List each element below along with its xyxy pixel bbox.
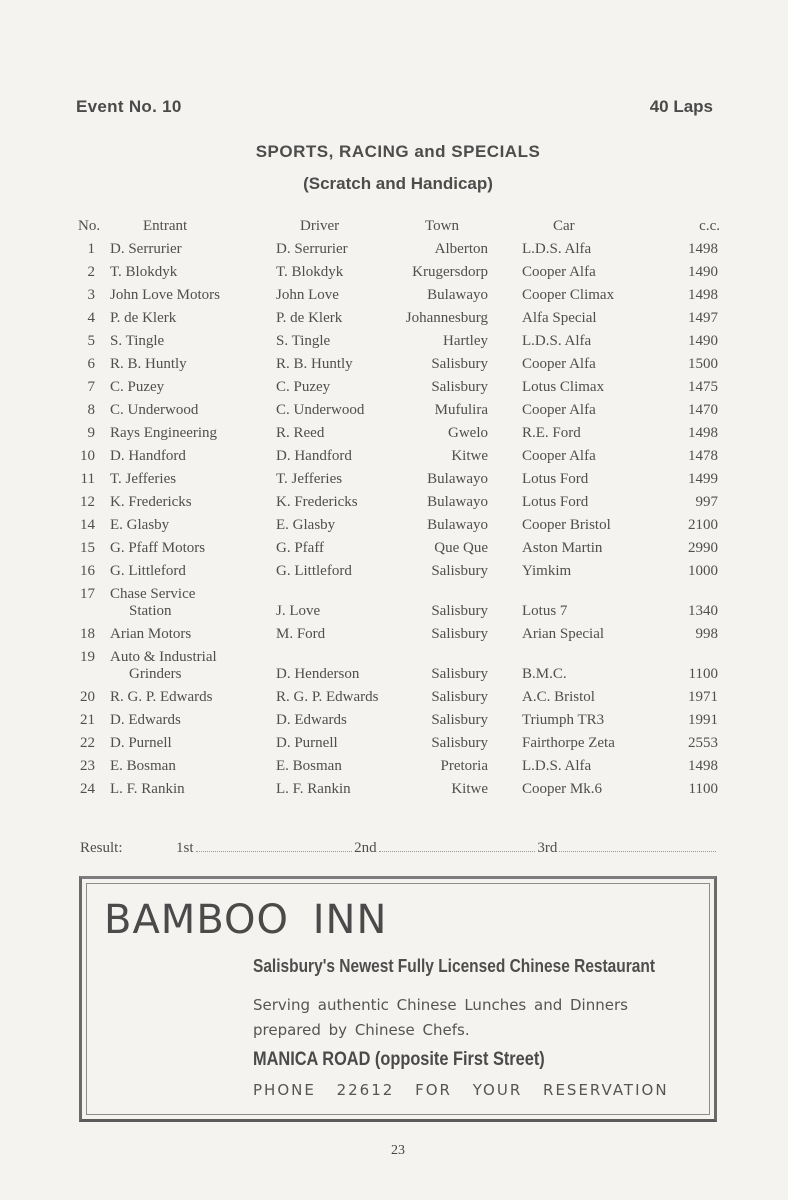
row-entrant: D. Handford: [110, 448, 186, 464]
row-cc: 997: [695, 494, 718, 510]
result-first-field: [196, 850, 353, 852]
row-driver: T. Jefferies: [276, 471, 343, 487]
entry-list-table: [0, 218, 788, 804]
table-row: [0, 494, 788, 517]
row-number: 11: [80, 471, 95, 487]
row-number: 6: [87, 356, 95, 372]
advert-description-line2: prepared by Chinese Chefs.: [253, 1021, 470, 1039]
row-number: 4: [87, 310, 95, 326]
row-cc: 1497: [688, 310, 718, 326]
row-number: 22: [80, 735, 95, 751]
row-number: 17: [80, 586, 95, 602]
row-cc: 1475: [688, 379, 718, 395]
row-entrant: D. Serrurier: [110, 241, 182, 257]
table-header-row: [0, 218, 788, 241]
row-cc: 1000: [688, 563, 718, 579]
row-car: Cooper Mk.6: [522, 781, 602, 797]
row-driver: L. F. Rankin: [276, 781, 351, 797]
table-row: [0, 241, 788, 264]
row-car: Triumph TR3: [522, 712, 605, 728]
row-town: Salisbury: [431, 666, 488, 682]
row-number: 24: [80, 781, 95, 797]
row-town: Salisbury: [431, 626, 488, 642]
advert-address: MANICA ROAD (opposite First Street): [253, 1049, 545, 1070]
row-town: Salisbury: [431, 356, 488, 372]
table-row: [0, 626, 788, 649]
row-cc: 1498: [688, 425, 718, 441]
row-entrant: Chase Service: [110, 586, 196, 602]
row-car: Arian Special: [522, 626, 605, 642]
row-entrant: R. B. Huntly: [110, 356, 187, 372]
row-entrant: S. Tingle: [110, 333, 165, 349]
row-driver: R. Reed: [276, 425, 325, 441]
advert-description-line1: Serving authentic Chinese Lunches and Dinners: [253, 996, 628, 1014]
row-cc: 2990: [688, 540, 718, 556]
row-town: Kitwe: [451, 781, 488, 797]
row-entrant: D. Edwards: [110, 712, 181, 728]
row-town: Salisbury: [431, 712, 488, 728]
row-car: Cooper Climax: [522, 287, 615, 303]
row-entrant: T. Blokdyk: [110, 264, 178, 280]
row-cc: 1478: [688, 448, 718, 464]
row-cc: 998: [695, 626, 718, 642]
table-row: [0, 563, 788, 586]
result-line: [80, 840, 718, 857]
row-driver: D. Henderson: [276, 666, 360, 682]
table-body: [0, 241, 788, 804]
row-number: 5: [87, 333, 95, 349]
table-row: [0, 712, 788, 735]
table-row: [0, 333, 788, 356]
row-town: Que Que: [434, 540, 488, 556]
header-entrant: Entrant: [143, 218, 188, 234]
row-driver: E. Glasby: [276, 517, 336, 533]
row-car: L.D.S. Alfa: [522, 333, 592, 349]
table-row: [0, 287, 788, 310]
event-title: SPORTS, RACING and SPECIALS: [255, 142, 541, 161]
row-entrant: John Love Motors: [110, 287, 220, 303]
row-town: Krugersdorp: [412, 264, 488, 280]
bamboo-inn-advert: [79, 876, 717, 1122]
row-driver: K. Fredericks: [276, 494, 358, 510]
table-row: [0, 379, 788, 402]
row-number: 23: [80, 758, 95, 774]
row-car: Cooper Alfa: [522, 356, 596, 372]
row-entrant: E. Bosman: [110, 758, 176, 774]
table-row: [0, 517, 788, 540]
table-row: [0, 540, 788, 563]
row-town: Salisbury: [431, 379, 488, 395]
row-cc: 1498: [688, 758, 718, 774]
row-entrant-continued: Station: [129, 603, 172, 619]
row-car: A.C. Bristol: [522, 689, 595, 705]
result-label: Result:: [80, 840, 123, 856]
row-car: L.D.S. Alfa: [522, 241, 592, 257]
row-cc: 1100: [688, 781, 718, 797]
row-number: 9: [87, 425, 95, 441]
row-cc: 2100: [688, 517, 718, 533]
row-car: Lotus Climax: [522, 379, 605, 395]
row-driver: P. de Klerk: [276, 310, 343, 326]
row-entrant: C. Underwood: [110, 402, 199, 418]
row-town: Pretoria: [440, 758, 488, 774]
row-cc: 1991: [688, 712, 718, 728]
row-driver: M. Ford: [276, 626, 326, 642]
table-row: [0, 471, 788, 494]
header-town: Town: [425, 218, 459, 234]
result-second-field: [379, 850, 536, 852]
table-row: [0, 758, 788, 781]
row-number: 14: [80, 517, 95, 533]
row-car: L.D.S. Alfa: [522, 758, 592, 774]
row-town: Kitwe: [451, 448, 488, 464]
table-row: [0, 264, 788, 287]
row-driver: G. Littleford: [276, 563, 352, 579]
row-driver: D. Serrurier: [276, 241, 348, 257]
row-car: Cooper Bristol: [522, 517, 611, 533]
row-driver: John Love: [276, 287, 339, 303]
row-car: R.E. Ford: [522, 425, 581, 441]
table-row: [0, 402, 788, 425]
row-cc: 1499: [688, 471, 718, 487]
row-town: Salisbury: [431, 603, 488, 619]
table-row: [0, 448, 788, 471]
header-car: Car: [553, 218, 575, 234]
row-number: 3: [87, 287, 95, 303]
row-driver: S. Tingle: [276, 333, 331, 349]
row-entrant: D. Purnell: [110, 735, 172, 751]
result-third-field: [559, 850, 716, 852]
row-driver: D. Edwards: [276, 712, 347, 728]
row-town: Johannesburg: [405, 310, 488, 326]
row-car: B.M.C.: [522, 666, 567, 682]
row-entrant: K. Fredericks: [110, 494, 192, 510]
row-driver: C. Puzey: [276, 379, 331, 395]
row-town: Bulawayo: [427, 471, 488, 487]
row-cc: 1500: [688, 356, 718, 372]
page-number: 23: [391, 1143, 405, 1158]
table-row: [0, 649, 788, 689]
row-car: Cooper Alfa: [522, 264, 596, 280]
row-entrant: R. G. P. Edwards: [110, 689, 213, 705]
row-town: Salisbury: [431, 735, 488, 751]
row-driver: E. Bosman: [276, 758, 342, 774]
advert-tagline: Salisbury's Newest Fully Licensed Chinese Restaurant: [253, 956, 655, 976]
table-row: [0, 586, 788, 626]
row-entrant: E. Glasby: [110, 517, 170, 533]
row-cc: 1470: [688, 402, 718, 418]
row-cc: 1100: [688, 666, 718, 682]
advert-description: [253, 993, 628, 1043]
header-cc: c.c.: [699, 218, 720, 234]
row-number: 16: [80, 563, 95, 579]
row-driver: G. Pfaff: [276, 540, 325, 556]
result-third-label: 3rd: [537, 840, 558, 856]
row-cc: 1490: [688, 264, 718, 280]
row-cc: 2553: [688, 735, 718, 751]
row-number: 7: [87, 379, 95, 395]
table-row: [0, 356, 788, 379]
row-car: Lotus 7: [522, 603, 568, 619]
row-cc: 1498: [688, 241, 718, 257]
header-driver: Driver: [300, 218, 340, 234]
row-driver: J. Love: [276, 603, 321, 619]
header-no: No.: [78, 218, 101, 234]
row-cc: 1971: [688, 689, 718, 705]
row-entrant: T. Jefferies: [110, 471, 177, 487]
row-number: 1: [87, 241, 95, 257]
row-town: Alberton: [434, 241, 488, 257]
row-cc: 1340: [688, 603, 718, 619]
row-number: 10: [80, 448, 95, 464]
row-entrant: P. de Klerk: [110, 310, 177, 326]
row-driver: D. Purnell: [276, 735, 338, 751]
row-car: Aston Martin: [522, 540, 603, 556]
row-driver: R. G. P. Edwards: [276, 689, 379, 705]
advert-phone: PHONE 22612 FOR YOUR RESERVATION: [253, 1081, 669, 1099]
row-town: Hartley: [443, 333, 488, 349]
row-car: Alfa Special: [522, 310, 597, 326]
row-entrant: Auto & Industrial: [110, 649, 217, 665]
row-number: 8: [87, 402, 95, 418]
event-subtitle: (Scratch and Handicap): [303, 174, 493, 193]
table-row: [0, 425, 788, 448]
row-entrant: G. Littleford: [110, 563, 186, 579]
row-town: Bulawayo: [427, 517, 488, 533]
row-number: 21: [80, 712, 95, 728]
row-car: Fairthorpe Zeta: [522, 735, 615, 751]
table-row: [0, 735, 788, 758]
row-town: Salisbury: [431, 563, 488, 579]
row-driver: D. Handford: [276, 448, 352, 464]
row-driver: T. Blokdyk: [276, 264, 344, 280]
row-town: Mufulira: [434, 402, 488, 418]
row-town: Gwelo: [448, 425, 488, 441]
table-row: [0, 689, 788, 712]
row-number: 15: [80, 540, 95, 556]
row-entrant: G. Pfaff Motors: [110, 540, 206, 556]
row-car: Cooper Alfa: [522, 448, 596, 464]
advert-restaurant-name: BAMBOO INN: [104, 897, 388, 943]
row-car: Yimkim: [522, 563, 572, 579]
row-town: Bulawayo: [427, 494, 488, 510]
row-number: 19: [80, 649, 95, 665]
row-entrant: L. F. Rankin: [110, 781, 185, 797]
row-driver: C. Underwood: [276, 402, 365, 418]
row-entrant-continued: Grinders: [129, 666, 182, 682]
row-driver: R. B. Huntly: [276, 356, 353, 372]
row-cc: 1490: [688, 333, 718, 349]
row-entrant: C. Puzey: [110, 379, 165, 395]
result-first-label: 1st: [176, 840, 194, 856]
row-number: 20: [80, 689, 95, 705]
result-second-label: 2nd: [354, 840, 377, 856]
row-entrant: Rays Engineering: [110, 425, 218, 441]
row-entrant: Arian Motors: [110, 626, 192, 642]
table-row: [0, 310, 788, 333]
row-car: Lotus Ford: [522, 494, 589, 510]
table-row: [0, 781, 788, 804]
row-cc: 1498: [688, 287, 718, 303]
row-number: 18: [80, 626, 95, 642]
event-number: Event No. 10: [76, 97, 182, 116]
row-town: Salisbury: [431, 689, 488, 705]
row-car: Cooper Alfa: [522, 402, 596, 418]
row-number: 2: [87, 264, 95, 280]
row-number: 12: [80, 494, 95, 510]
row-car: Lotus Ford: [522, 471, 589, 487]
row-town: Bulawayo: [427, 287, 488, 303]
event-laps: 40 Laps: [649, 97, 713, 116]
